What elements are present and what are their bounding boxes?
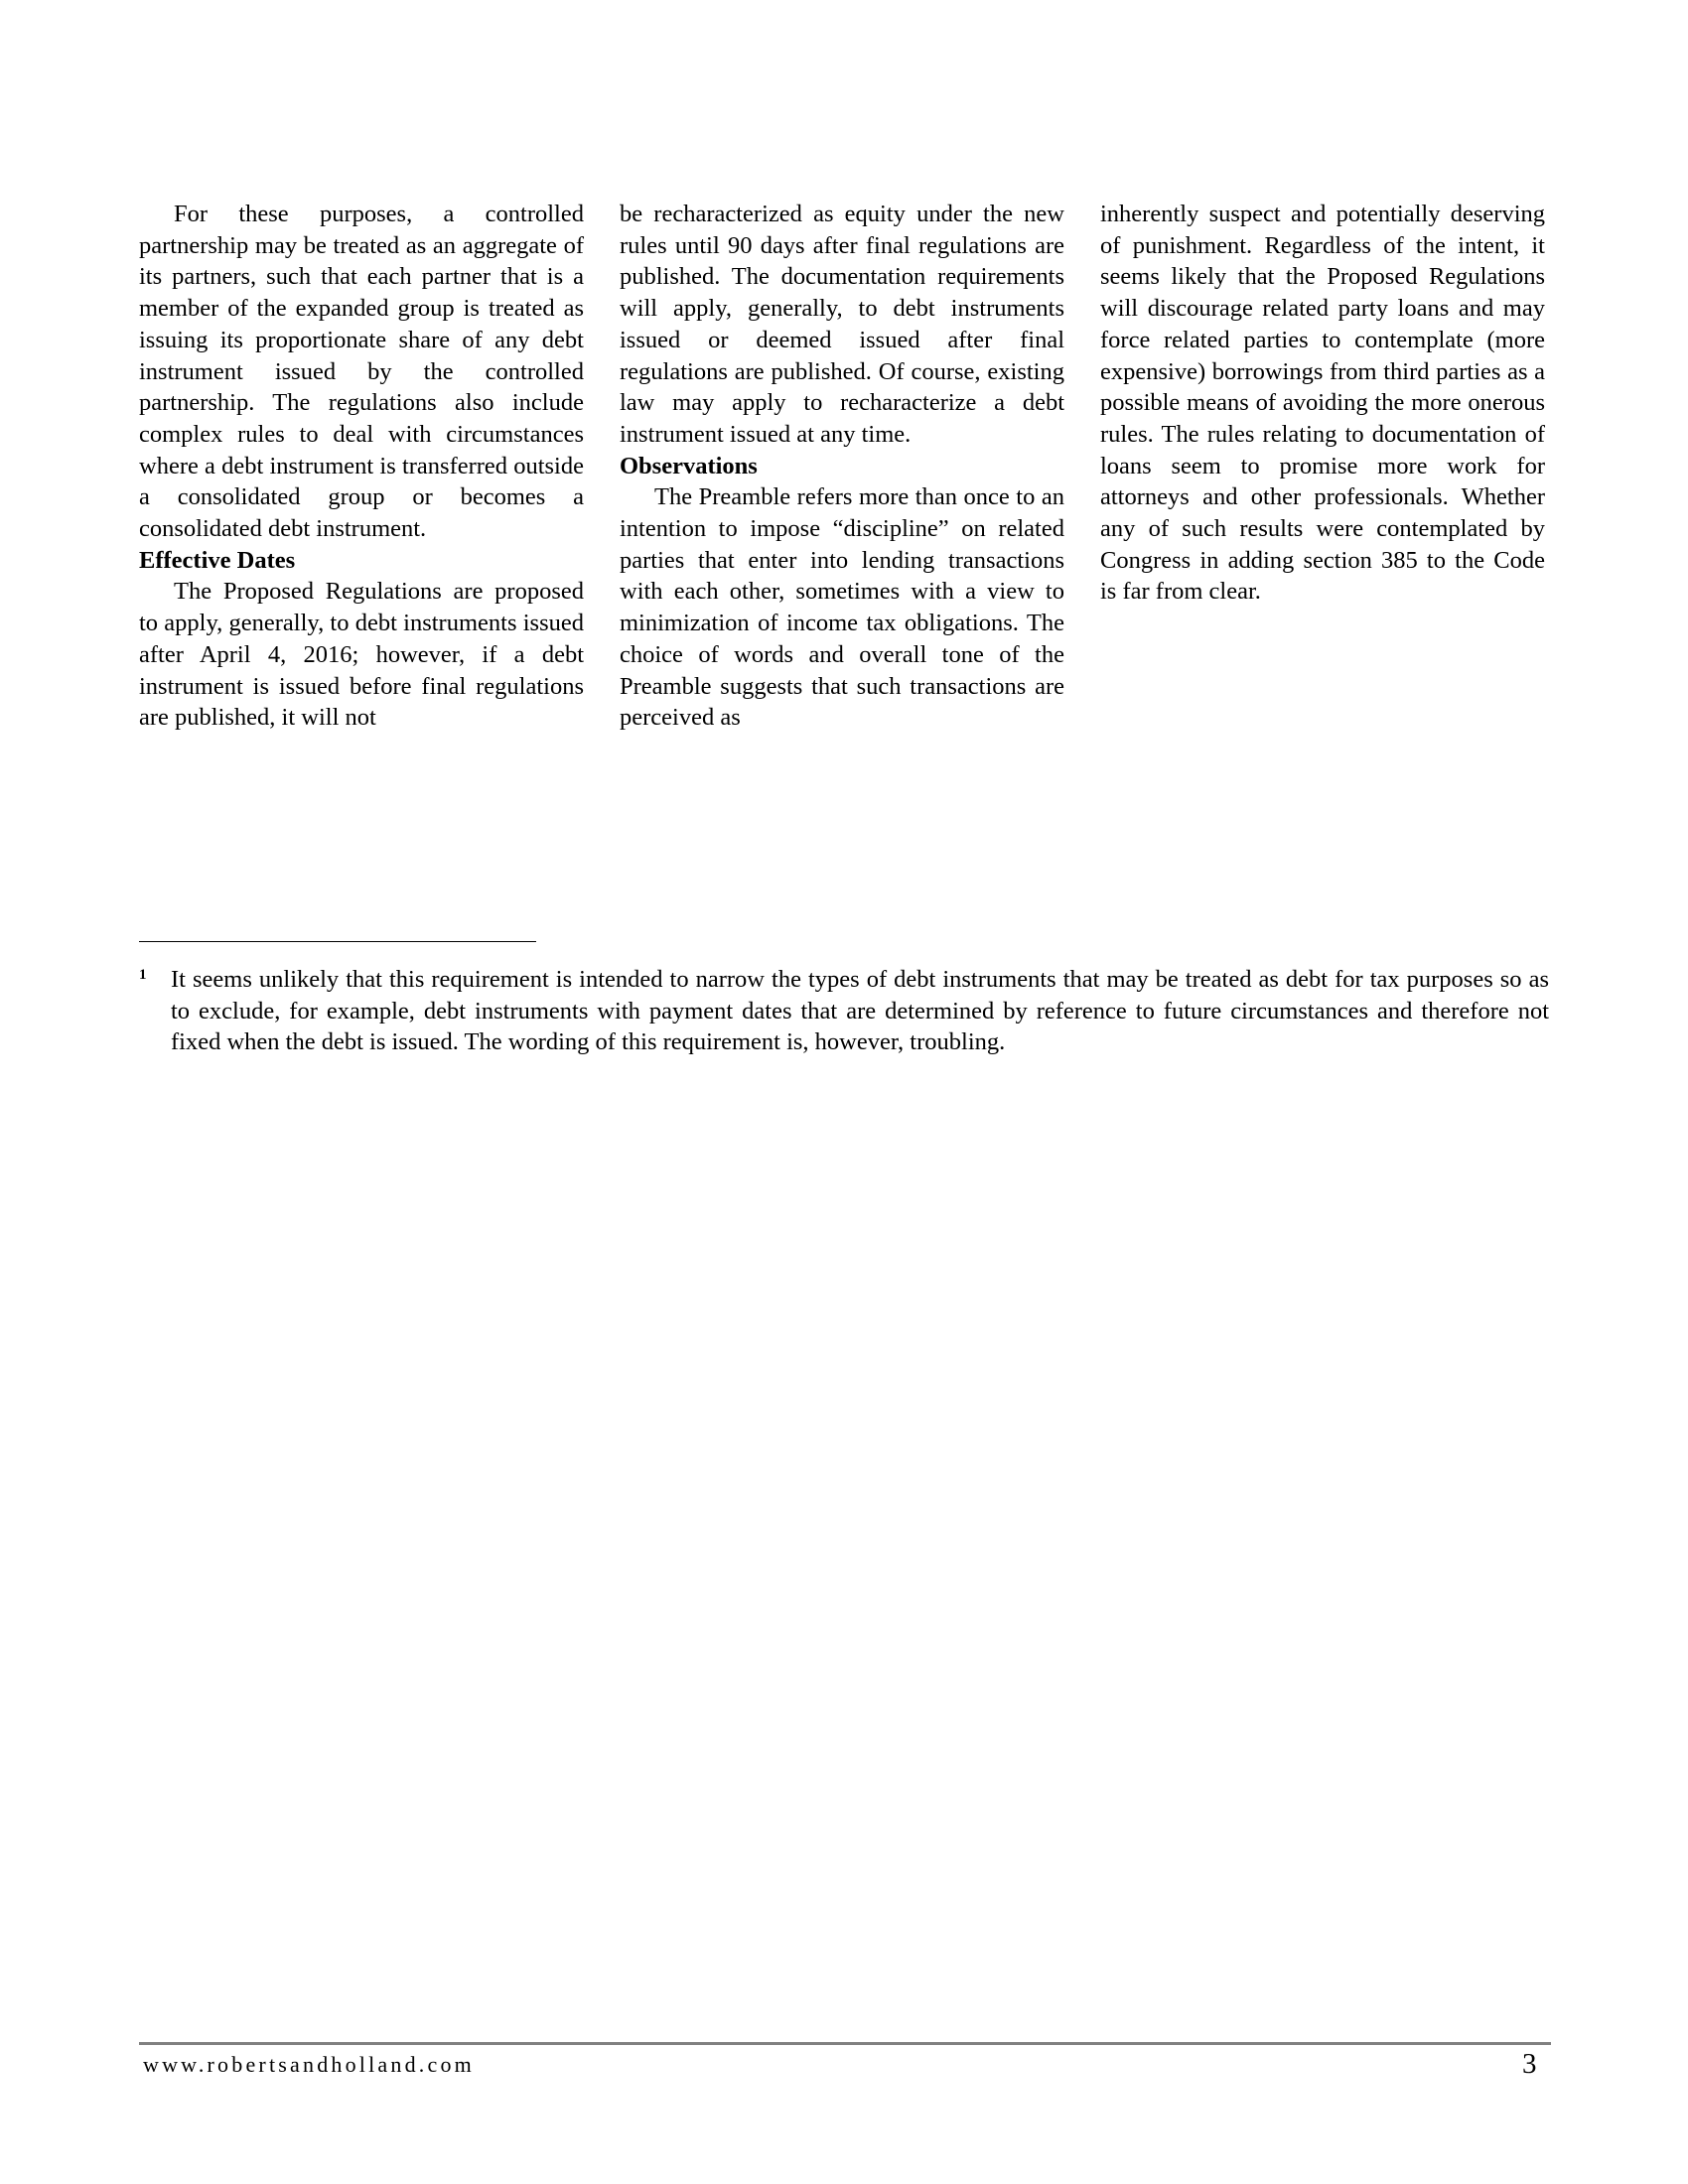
footnote <box>139 964 1549 1058</box>
col2-paragraph-2: The Preamble refers more than once to an intention to impose “discipline” on related parties that enter into lending transactions with each other, sometimes with a view to minimization of income tax obligations. The choice of words and overall tone of the Preamble suggests that such transactions are perceived as <box>620 483 1064 732</box>
heading-observations: Observations <box>620 452 758 479</box>
footnote-number: 1 <box>139 967 147 983</box>
col1-paragraph-2: The Proposed Regulations are proposed to apply, generally, to debt instruments issued after April 4, 2016; however, if a debt instrument is issued before final regulations are published, it will not <box>139 578 584 732</box>
footnote-text: It seems unlikely that this requirement is intended to narrow the types of debt instruments that may be treated as debt for tax purposes so as to exclude, for example, debt instruments with payment dates that are determined by reference to future circumstances and therefore not fixed when the debt is issued. The wording of this requirement is, however, troubling. <box>171 966 1549 1056</box>
col1-paragraph-1: For these purposes, a controlled partnership may be treated as an aggregate of its partners, such that each partner that is a member of the expanded group is treated as issuing its proportionate share of any debt instrument issued by the controlled partnership. The regulations also include complex rules to deal with circumstances where a debt instrument is transferred outside a consolidated group or becomes a consolidated debt instrument. <box>139 201 584 543</box>
page-number: 3 <box>1522 2048 1537 2080</box>
footer-divider <box>139 2042 1551 2045</box>
column-2 <box>620 199 1064 734</box>
footnote-separator <box>139 941 536 942</box>
col2-paragraph-1: be recharacterized as equity under the new rules until 90 days after final regulations are published. The documentation requirements will apply, generally, to debt instruments issued or deemed issued after final regulations are published. Of course, existing law may apply to recharacterize a debt instrument issued at any time. <box>620 201 1064 448</box>
footer-website-link[interactable]: www.robertsandholland.com <box>143 2052 475 2077</box>
col3-paragraph-1: inherently suspect and potentially deserving of punishment. Regardless of the intent, it seems likely that the Proposed Regulations will discourage related party loans and may force related parties to contemplate (more expensive) borrowings from third parties as a possible means of avoiding the more onerous rules. The rules relating to documentation of loans seem to promise more work for attorneys and other professionals. Whether any of such results were contemplated by Congress in adding section 385 to the Code is far from clear. <box>1100 201 1545 606</box>
column-1 <box>139 199 584 734</box>
heading-effective-dates: Effective Dates <box>139 546 296 574</box>
column-3 <box>1100 199 1545 608</box>
